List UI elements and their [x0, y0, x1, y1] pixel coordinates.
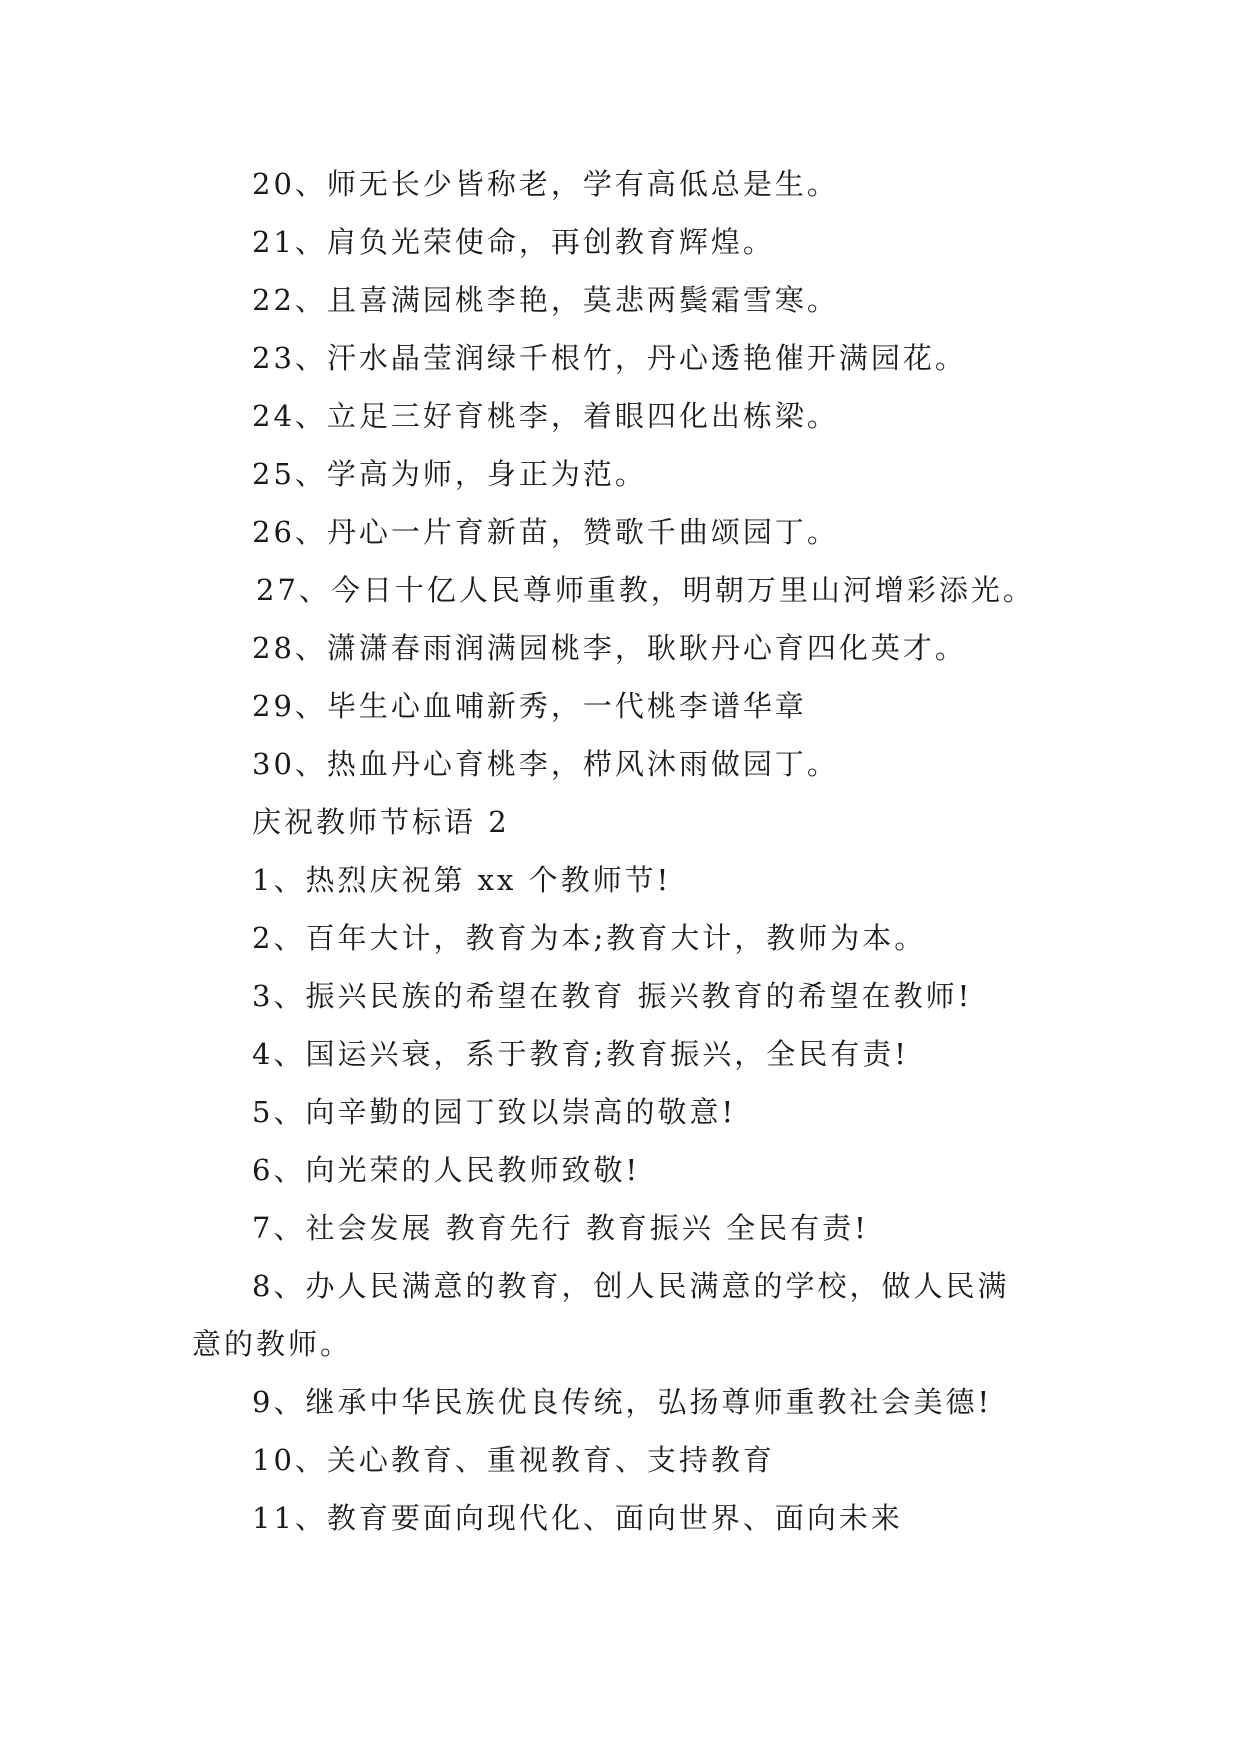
slogan-line-29: 29、毕生心血哺新秀，一代桃李谱华章	[252, 689, 807, 723]
slogan-line-24: 24、立足三好育桃李，着眼四化出栋梁。	[252, 399, 839, 433]
slogan2-line-9: 9、继承中华民族优良传统，弘扬尊师重教社会美德!	[252, 1385, 993, 1419]
slogan-line-28: 28、潇潇春雨润满园桃李，耿耿丹心育四化英才。	[252, 631, 967, 665]
slogan-line-21: 21、肩负光荣使命，再创教育辉煌。	[252, 225, 775, 259]
slogan2-line-3: 3、振兴民族的希望在教育 振兴教育的希望在教师!	[252, 979, 973, 1013]
slogan2-line-5: 5、向辛勤的园丁致以崇高的敬意!	[252, 1095, 737, 1129]
slogan2-line-4: 4、国运兴衰，系于教育;教育振兴，全民有责!	[252, 1037, 909, 1071]
slogan-line-27: 27、今日十亿人民尊师重教，明朝万里山河增彩添光。	[256, 573, 1035, 607]
section-heading: 庆祝教师节标语 2	[252, 805, 510, 839]
slogan-line-22: 22、且喜满园桃李艳，莫悲两鬓霜雪寒。	[252, 283, 839, 317]
slogan2-line-2: 2、百年大计，教育为本;教育大计，教师为本。	[252, 921, 927, 955]
slogan2-line-10: 10、关心教育、重视教育、支持教育	[252, 1443, 775, 1477]
slogan2-line-8-continued: 意的教师。	[192, 1327, 353, 1361]
slogan2-line-11: 11、教育要面向现代化、面向世界、面向未来	[252, 1501, 903, 1535]
slogan-line-25: 25、学高为师，身正为范。	[252, 457, 647, 491]
slogan2-line-1: 1、热烈庆祝第 xx 个教师节!	[252, 863, 672, 897]
slogan2-line-8: 8、办人民满意的教育，创人民满意的学校，做人民满	[252, 1269, 1010, 1303]
slogan-line-30: 30、热血丹心育桃李，栉风沐雨做园丁。	[252, 747, 839, 781]
slogan2-line-6: 6、向光荣的人民教师致敬!	[252, 1153, 641, 1187]
slogan2-line-7: 7、社会发展 教育先行 教育振兴 全民有责!	[252, 1211, 869, 1245]
slogan-line-26: 26、丹心一片育新苗，赞歌千曲颂园丁。	[252, 515, 839, 549]
slogan-line-23: 23、汗水晶莹润绿千根竹，丹心透艳催开满园花。	[252, 341, 967, 375]
slogan-line-20: 20、师无长少皆称老，学有高低总是生。	[252, 167, 839, 201]
